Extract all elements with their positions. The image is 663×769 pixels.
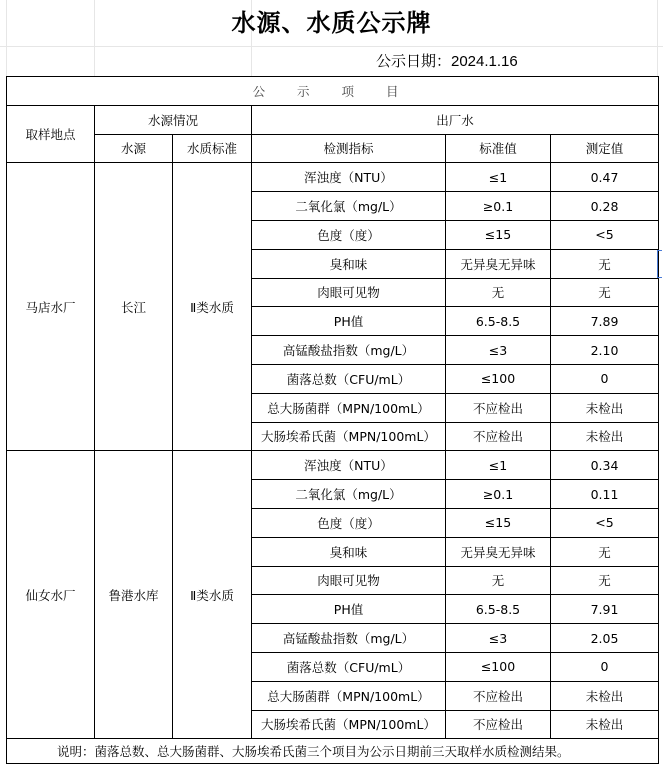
header-measured-value[interactable]: 测定值	[551, 134, 659, 163]
footnote-row	[7, 739, 659, 764]
standard-value-cell[interactable]: 6.5-8.5	[446, 307, 551, 336]
standard-value-cell[interactable]: 无异臭无异味	[446, 249, 551, 278]
indicator-cell[interactable]: 肉眼可见物	[252, 566, 446, 595]
standard-value-cell[interactable]: ≤15	[446, 220, 551, 249]
water-source-cell[interactable]: 长江	[95, 163, 173, 451]
plant-name-cell[interactable]: 仙女水厂	[7, 451, 95, 739]
notice-title: 水源、水质公示牌	[231, 8, 432, 37]
indicator-cell[interactable]: 高锰酸盐指数（mg/L）	[252, 336, 446, 365]
measured-value-cell[interactable]: 0	[551, 652, 659, 681]
measured-value-cell[interactable]: 无	[551, 278, 659, 307]
measured-value-cell[interactable]: 7.91	[551, 595, 659, 624]
header-outlet-water[interactable]: 出厂水	[252, 105, 659, 134]
indicator-cell[interactable]: 二氧化氯（mg/L）	[252, 192, 446, 221]
indicator-cell[interactable]: 高锰酸盐指数（mg/L）	[252, 624, 446, 653]
indicator-cell[interactable]: 臭和味	[252, 249, 446, 278]
indicator-cell[interactable]: 肉眼可见物	[252, 278, 446, 307]
measured-value-cell[interactable]: <5	[551, 508, 659, 537]
standard-value-cell[interactable]: ≤3	[446, 336, 551, 365]
measured-value-cell[interactable]: 2.10	[551, 336, 659, 365]
measured-value-cell[interactable]: 无	[551, 249, 659, 278]
cell-selection-indicator	[657, 250, 662, 278]
table-row	[7, 451, 659, 480]
standard-value-cell[interactable]: ≤100	[446, 652, 551, 681]
standard-value-cell[interactable]: 不应检出	[446, 393, 551, 422]
measured-value-cell[interactable]: 未检出	[551, 681, 659, 710]
header-water-source[interactable]: 水源	[95, 134, 173, 163]
standard-value-cell[interactable]: 不应检出	[446, 422, 551, 451]
indicator-cell[interactable]: 大肠埃希氏菌（MPN/100mL）	[252, 422, 446, 451]
measured-value-cell[interactable]: 7.89	[551, 307, 659, 336]
standard-value-cell[interactable]: 无	[446, 566, 551, 595]
measured-value-cell[interactable]: 2.05	[551, 624, 659, 653]
header-sampling-site[interactable]: 取样地点	[7, 105, 95, 163]
indicator-cell[interactable]: 菌落总数（CFU/mL）	[252, 652, 446, 681]
header-quality-standard[interactable]: 水质标准	[173, 134, 252, 163]
measured-value-cell[interactable]: 0.47	[551, 163, 659, 192]
indicator-cell[interactable]: 色度（度）	[252, 508, 446, 537]
measured-value-cell[interactable]: 无	[551, 566, 659, 595]
measured-value-cell[interactable]: 0.34	[551, 451, 659, 480]
indicator-cell[interactable]: 二氧化氯（mg/L）	[252, 480, 446, 509]
quality-standard-cell[interactable]: Ⅱ类水质	[173, 163, 252, 451]
gridline	[0, 46, 663, 47]
measured-value-cell[interactable]: 无	[551, 537, 659, 566]
indicator-cell[interactable]: 总大肠菌群（MPN/100mL）	[252, 393, 446, 422]
standard-value-cell[interactable]: ≤100	[446, 364, 551, 393]
standard-value-cell[interactable]: 无异臭无异味	[446, 537, 551, 566]
header-water-source-info[interactable]: 水源情况	[95, 105, 252, 134]
section-header[interactable]: 公 示 项 目	[7, 77, 659, 106]
measured-value-cell[interactable]: <5	[551, 220, 659, 249]
table-row	[7, 163, 659, 192]
plant-name-cell[interactable]: 马店水厂	[7, 163, 95, 451]
footnote-cell[interactable]: 说明：菌落总数、总大肠菌群、大肠埃希氏菌三个项目为公示日期前三天取样水质检测结果。	[7, 739, 659, 764]
measured-value-cell[interactable]: 未检出	[551, 422, 659, 451]
indicator-cell[interactable]: 菌落总数（CFU/mL）	[252, 364, 446, 393]
standard-value-cell[interactable]: 不应检出	[446, 681, 551, 710]
indicator-cell[interactable]: 浑浊度（NTU）	[252, 163, 446, 192]
quality-standard-cell[interactable]: Ⅱ类水质	[173, 451, 252, 739]
measured-value-cell[interactable]: 0.28	[551, 192, 659, 221]
indicator-cell[interactable]: 总大肠菌群（MPN/100mL）	[252, 681, 446, 710]
indicator-cell[interactable]: 大肠埃希氏菌（MPN/100mL）	[252, 710, 446, 739]
notice-date: 公示日期：2024.1.16	[376, 53, 518, 70]
measured-value-cell[interactable]: 未检出	[551, 393, 659, 422]
standard-value-cell[interactable]: ≤1	[446, 451, 551, 480]
indicator-cell[interactable]: 色度（度）	[252, 220, 446, 249]
indicator-cell[interactable]: PH值	[252, 595, 446, 624]
header-indicator[interactable]: 检测指标	[252, 134, 446, 163]
water-quality-table	[6, 76, 659, 764]
standard-value-cell[interactable]: 6.5-8.5	[446, 595, 551, 624]
measured-value-cell[interactable]: 0.11	[551, 480, 659, 509]
standard-value-cell[interactable]: ≥0.1	[446, 192, 551, 221]
measured-value-cell[interactable]: 未检出	[551, 710, 659, 739]
standard-value-cell[interactable]: ≥0.1	[446, 480, 551, 509]
standard-value-cell[interactable]: ≤1	[446, 163, 551, 192]
standard-value-cell[interactable]: ≤3	[446, 624, 551, 653]
standard-value-cell[interactable]: 无	[446, 278, 551, 307]
measured-value-cell[interactable]: 0	[551, 364, 659, 393]
indicator-cell[interactable]: 浑浊度（NTU）	[252, 451, 446, 480]
indicator-cell[interactable]: 臭和味	[252, 537, 446, 566]
water-source-cell[interactable]: 鲁港水库	[95, 451, 173, 739]
indicator-cell[interactable]: PH值	[252, 307, 446, 336]
standard-value-cell[interactable]: 不应检出	[446, 710, 551, 739]
header-standard-value[interactable]: 标准值	[446, 134, 551, 163]
standard-value-cell[interactable]: ≤15	[446, 508, 551, 537]
